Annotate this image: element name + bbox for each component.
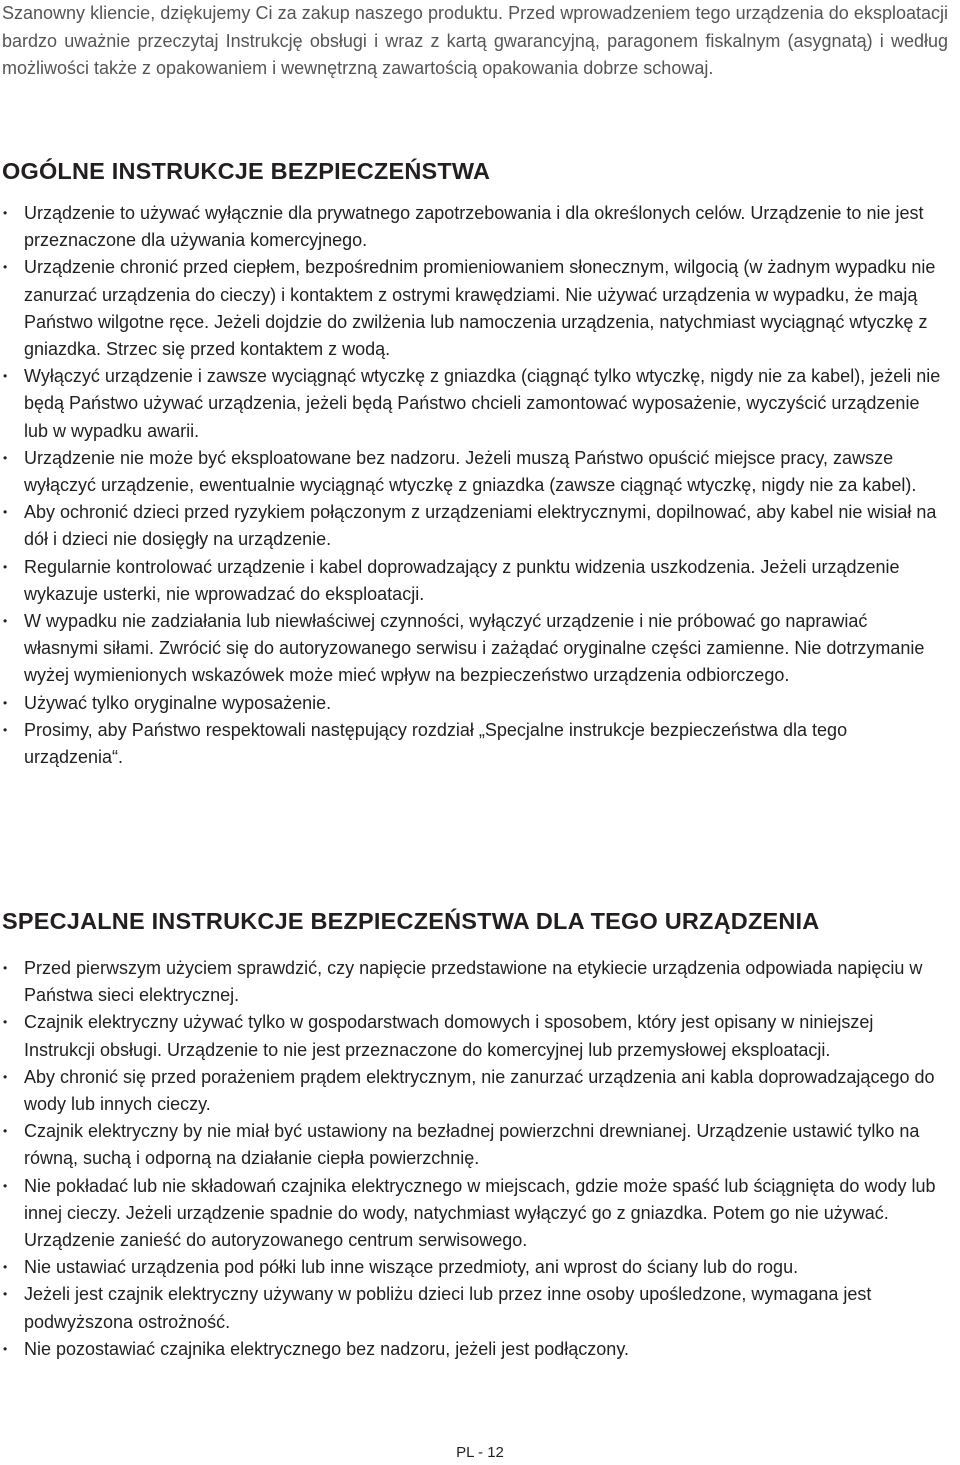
list-item xyxy=(0,1118,946,1172)
list-item xyxy=(0,690,946,717)
list-item xyxy=(0,254,946,363)
list-item xyxy=(0,200,946,254)
bullet-icon: • xyxy=(3,369,8,384)
list-item xyxy=(0,608,946,690)
list-item xyxy=(0,717,946,771)
list-item-text: Aby ochronić dzieci przed ryzykiem połączonym z urządzeniami elektrycznymi, dopilnować, aby kabel nie wisiał na dół i dzieci nie dosięgły na urządzenie. xyxy=(24,502,937,550)
list-item-text: Nie ustawiać urządzenia pod półki lub inne wiszące przedmioty, ani wprost do ściany lub do rogu. xyxy=(24,1257,799,1278)
intro-paragraph: Szanowny kliencie, dziękujemy Ci za zakup naszego produktu. Przed wprowadzeniem tego urządzenia do eksploatacji bardzo uważnie przeczytaj Instrukcję obsługi i wraz z kartą gwarancyjną, paragonem fiskalnym (asygnatą) i według możliwości także z opakowaniem i wewnętrzną zawartością opakowania dobrze schowaj. xyxy=(2,3,948,79)
bullet-icon: • xyxy=(3,450,8,465)
bullet-icon: • xyxy=(3,961,8,975)
list-item-text: Używać tylko oryginalne wyposażenie. xyxy=(24,692,332,713)
special-safety-list xyxy=(0,955,946,1363)
list-item xyxy=(0,445,946,499)
section-heading-general-safety: OGÓLNE INSTRUKCJE BEZPIECZEŃSTWA xyxy=(2,158,491,184)
list-item xyxy=(0,554,946,608)
list-item-text: Przed pierwszym użyciem sprawdzić, czy napięcie przedstawione na etykiecie urządzenia odpowiada napięciu w Państwa sieci elektrycznej. xyxy=(24,958,923,1006)
bullet-icon: • xyxy=(3,1341,8,1356)
page-number: PL - 12 xyxy=(456,1444,504,1461)
bullet-icon: • xyxy=(3,1287,8,1302)
bullet-icon: • xyxy=(3,1124,8,1139)
list-item-text: Czajnik elektryczny używać tylko w gospodarstwach domowych i sposobem, który jest opisany w niniejszej Instrukcji obsługi. Urządzenie to nie jest przeznaczone do komercyjnej lub przemysłowej eksploatacji. xyxy=(24,1012,874,1060)
bullet-icon: • xyxy=(3,260,8,275)
list-item xyxy=(0,1281,946,1335)
list-item-text: Regularnie kontrolować urządzenie i kabel doprowadzający z punktu widzenia uszkodzenia. Jeżeli urządzenie wykazuje usterki, nie wprowadzać do eksploatacji. xyxy=(24,556,900,604)
general-safety-list xyxy=(0,200,946,771)
bullet-icon: • xyxy=(3,695,8,710)
list-item-text: Urządzenie chronić przed ciepłem, bezpośrednim promieniowaniem słonecznym, wilgocią (w żadnym wypadku nie zanurzać urządzenia do cieczy) i kontaktem z ostrymi krawędziami. Nie używać urządzenia w wypadku, że mają Państwo wilgotne ręce. Jeżeli dojdzie do zwilżenia lub namoczenia urządzenia, natychmiast wyciągnąć wtyczkę z gniazdka. Strzec się przed kontaktem z wodą. xyxy=(24,257,936,360)
bullet-icon: • xyxy=(3,1178,8,1193)
bullet-icon: • xyxy=(3,206,8,220)
list-item-text: Nie pokładać lub nie składowań czajnika elektrycznego w miejscach, gdzie może spaść lub ściągnięta do wody lub innej cieczy. Jeżeli urządzenie spadnie do wody, natychmiast wyłączyć go z gniazdka. Potem go nie używać. Urządzenie zanieść do autoryzowanego centrum serwisowego. xyxy=(24,1175,936,1251)
bullet-icon: • xyxy=(3,1015,8,1030)
bullet-icon: • xyxy=(3,722,8,737)
list-item xyxy=(0,1336,946,1363)
list-item xyxy=(0,1009,946,1063)
list-item-text: Jeżeli jest czajnik elektryczny używany w pobliżu dzieci lub przez inne osoby upośledzone, wymagana jest podwyższona ostrożność. xyxy=(24,1284,872,1332)
list-item-text: Urządzenie nie może być eksploatowane bez nadzoru. Jeżeli muszą Państwo opuścić miejsce pracy, zawsze wyłączyć urządzenie, ewentualnie wyciągnąć wtyczkę z gniazdka (zawsze ciągnąć wtyczkę, nigdy nie za kabel). xyxy=(24,447,917,496)
list-item xyxy=(0,1173,946,1255)
list-item xyxy=(0,955,946,1009)
list-item-text: Urządzenie to używać wyłącznie dla prywatnego zapotrzebowania i dla określonych celów. Urządzenie to nie jest przeznaczone dla używania komercyjnego. xyxy=(24,203,924,251)
list-item-text: Nie pozostawiać czajnika elektrycznego bez nadzoru, jeżeli jest podłączony. xyxy=(24,1338,629,1359)
bullet-icon: • xyxy=(3,1260,8,1275)
list-item xyxy=(0,1064,946,1118)
list-item-text: Aby chronić się przed porażeniem prądem elektrycznym, nie zanurzać urządzenia ani kabla doprowadzającego do wody lub innych cieczy. xyxy=(24,1066,935,1115)
list-item-text: Wyłączyć urządzenie i zawsze wyciągnąć wtyczkę z gniazdka (ciągnąć tylko wtyczkę, nigdy nie za kabel), jeżeli nie będą Państwo używać urządzenia, jeżeli będą Państwo chcieli zamontować wyposażenie, wyczyścić urządzenie lub w wypadku awarii. xyxy=(24,366,941,441)
list-item-text: W wypadku nie zadziałania lub niewłaściwej czynności, wyłączyć urządzenie i nie próbować go naprawiać własnymi siłami. Zwrócić się do autoryzowanego serwisu i zażądać oryginalne części zamienne. Nie dotrzymanie wyżej wymienionych wskazówek może mieć wpływ na bezpieczeństwo urządzenia odbiorczego. xyxy=(24,611,925,686)
bullet-icon: • xyxy=(3,559,8,574)
list-item-text: Czajnik elektryczny by nie miał być ustawiony na bezładnej powierzchni drewnianej. Urządzenie ustawić tylko na równą, suchą i odporną na działanie ciepła powierzchnię. xyxy=(24,1121,920,1169)
bullet-icon: • xyxy=(3,614,8,629)
list-item-text: Prosimy, aby Państwo respektowali następujący rozdział „Specjalne instrukcje bezpieczeństwa dla tego urządzenia“. xyxy=(24,719,848,768)
bullet-icon: • xyxy=(3,1069,8,1084)
list-item xyxy=(0,499,946,553)
section-heading-special-safety: SPECJALNE INSTRUKCJE BEZPIECZEŃSTWA DLA TEGO URZĄDZENIA xyxy=(2,908,820,934)
list-item xyxy=(0,1254,946,1281)
bullet-icon: • xyxy=(3,505,8,520)
list-item xyxy=(0,363,946,445)
